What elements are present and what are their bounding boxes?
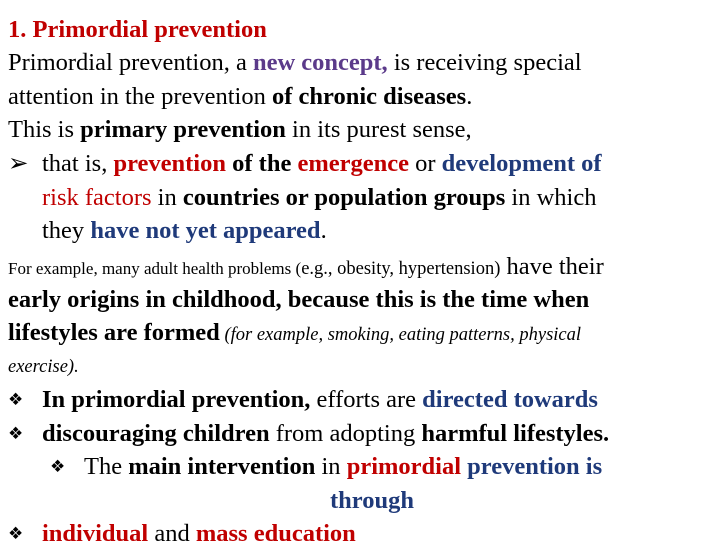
line-10: exercise). xyxy=(8,357,79,377)
line-13: ❖ The main intervention in primordial prevention is xyxy=(50,453,603,480)
line-8: early origins in childhood, because this is the time when xyxy=(8,286,590,313)
line-12: ❖ discouraging children from adopting harmful lifestyles. xyxy=(8,420,610,447)
heading: 1. Primordial prevention xyxy=(8,16,267,43)
diamond-bullet-icon: ❖ xyxy=(8,390,24,410)
line-1: Primordial prevention, a new concept, is receiving special xyxy=(8,49,582,76)
line-4: ➢ that is, prevention of the emergence or development of xyxy=(8,150,602,177)
line-2: attention in the prevention of chronic diseases. xyxy=(8,83,473,110)
line-7: For example, many adult health problems (e.g., obesity, hypertension) have their xyxy=(8,253,604,280)
line-15: ❖ individual and mass education xyxy=(8,520,356,547)
line-3: This is primary prevention in its purest sense, xyxy=(8,116,472,143)
line-5: risk factors in countries or population groups in which xyxy=(42,184,597,211)
line-14: through xyxy=(330,487,414,514)
arrow-bullet-icon: ➢ xyxy=(8,150,29,177)
diamond-bullet-icon: ❖ xyxy=(8,424,24,444)
line-6: they have not yet appeared. xyxy=(42,217,327,244)
diamond-bullet-icon: ❖ xyxy=(50,457,66,477)
diamond-bullet-icon: ❖ xyxy=(8,524,24,544)
line-11: ❖ In primordial prevention, efforts are directed towards xyxy=(8,386,598,413)
line-9: lifestyles are formed (for example, smoking, eating patterns, physical xyxy=(8,319,582,346)
